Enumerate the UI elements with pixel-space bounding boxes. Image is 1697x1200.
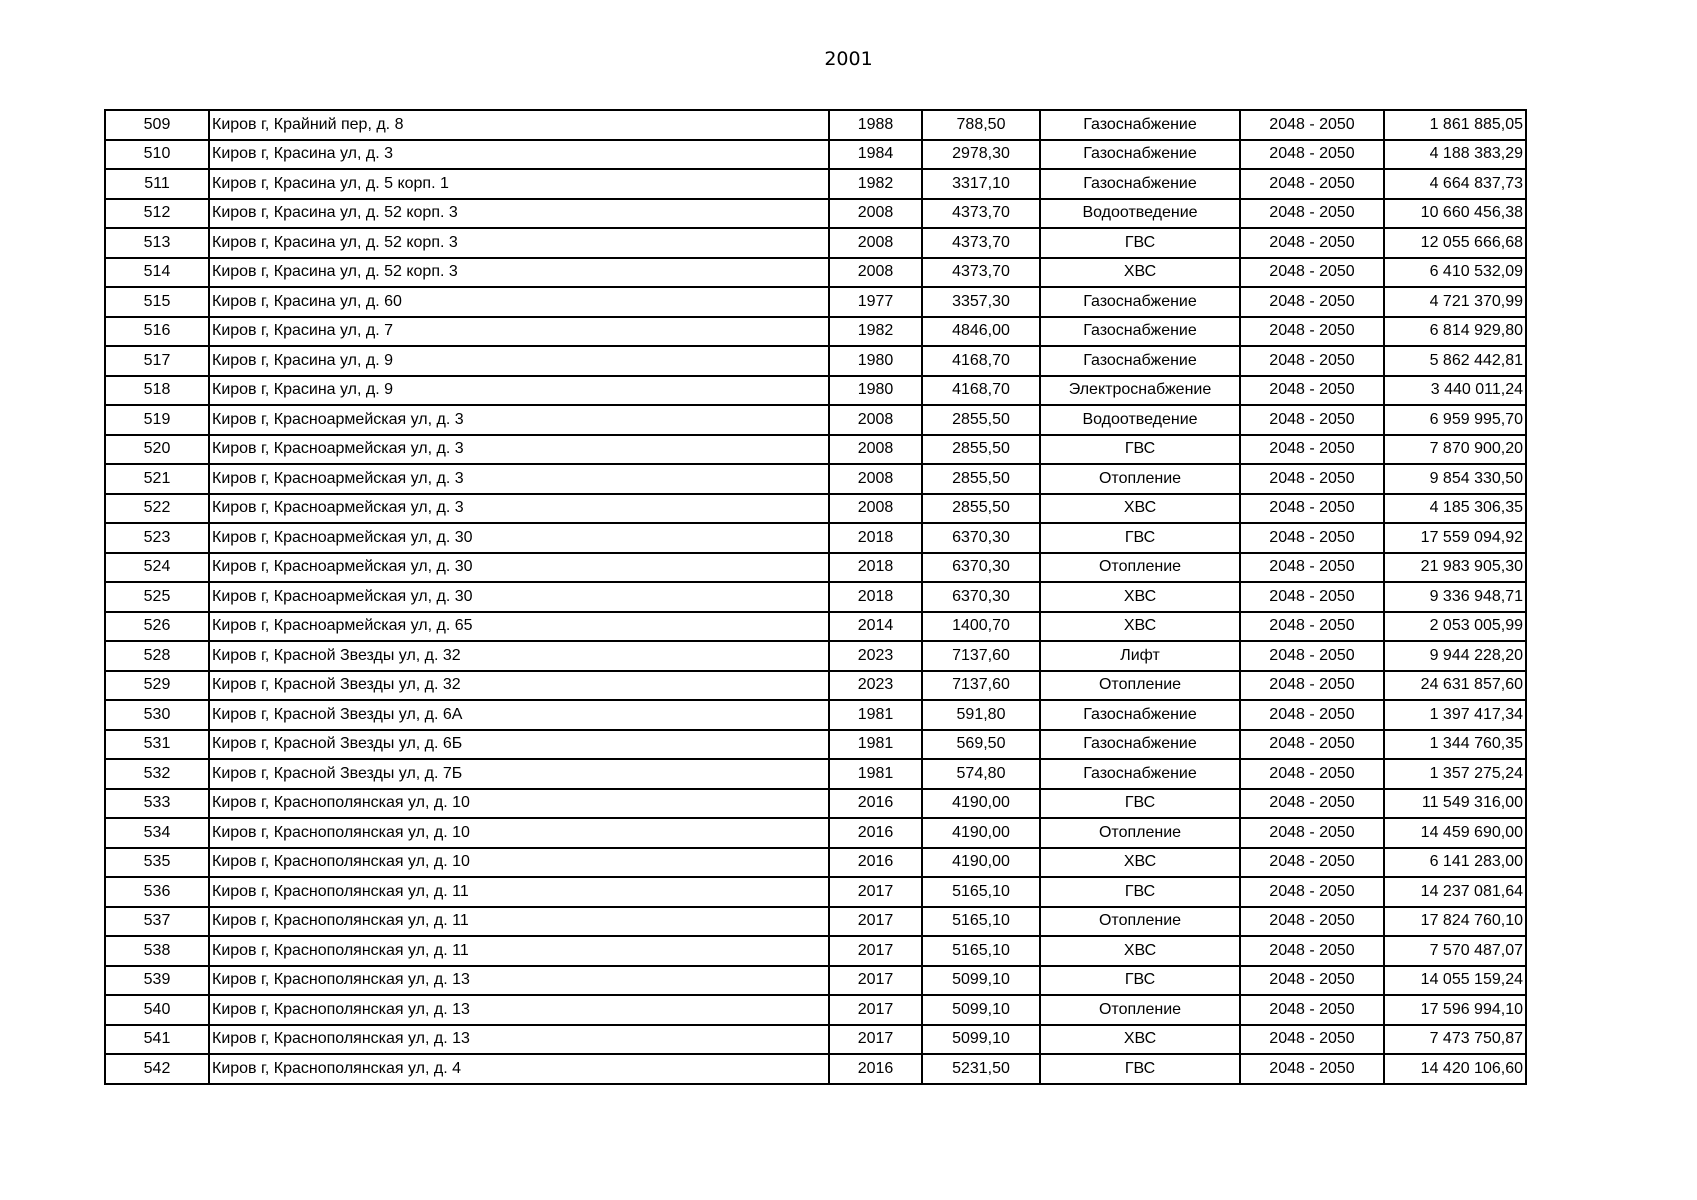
- area-cell: 4168,70: [922, 376, 1040, 406]
- row-number-cell: 512: [105, 199, 209, 229]
- area-cell: 569,50: [922, 730, 1040, 760]
- row-number-cell: 517: [105, 346, 209, 376]
- address-cell: Киров г, Красина ул, д. 7: [209, 317, 829, 347]
- table-row: [105, 287, 1526, 317]
- row-number-cell: 513: [105, 228, 209, 258]
- area-cell: 574,80: [922, 759, 1040, 789]
- address-cell: Киров г, Крайний пер, д. 8: [209, 110, 829, 140]
- area-cell: 4190,00: [922, 818, 1040, 848]
- row-number-cell: 537: [105, 907, 209, 937]
- area-cell: 2855,50: [922, 405, 1040, 435]
- area-cell: 4168,70: [922, 346, 1040, 376]
- period-cell: 2048 - 2050: [1240, 789, 1384, 819]
- table-row: [105, 523, 1526, 553]
- area-cell: 6370,30: [922, 523, 1040, 553]
- year-cell: 2008: [829, 435, 922, 465]
- year-cell: 2018: [829, 523, 922, 553]
- year-cell: 2008: [829, 405, 922, 435]
- area-cell: 4190,00: [922, 789, 1040, 819]
- system-cell: ХВС: [1040, 612, 1240, 642]
- cost-cell: 1 357 275,24: [1384, 759, 1526, 789]
- year-cell: 1980: [829, 376, 922, 406]
- row-number-cell: 516: [105, 317, 209, 347]
- period-cell: 2048 - 2050: [1240, 641, 1384, 671]
- period-cell: 2048 - 2050: [1240, 405, 1384, 435]
- year-cell: 1981: [829, 759, 922, 789]
- table-row: [105, 995, 1526, 1025]
- system-cell: Газоснабжение: [1040, 346, 1240, 376]
- row-number-cell: 526: [105, 612, 209, 642]
- address-cell: Киров г, Красной Звезды ул, д. 7Б: [209, 759, 829, 789]
- period-cell: 2048 - 2050: [1240, 936, 1384, 966]
- row-number-cell: 534: [105, 818, 209, 848]
- period-cell: 2048 - 2050: [1240, 995, 1384, 1025]
- year-cell: 1984: [829, 140, 922, 170]
- table-row: [105, 730, 1526, 760]
- system-cell: Газоснабжение: [1040, 759, 1240, 789]
- area-cell: 5231,50: [922, 1054, 1040, 1084]
- cost-cell: 6 814 929,80: [1384, 317, 1526, 347]
- area-cell: 6370,30: [922, 582, 1040, 612]
- period-cell: 2048 - 2050: [1240, 199, 1384, 229]
- table-row: [105, 582, 1526, 612]
- cost-cell: 1 344 760,35: [1384, 730, 1526, 760]
- row-number-cell: 523: [105, 523, 209, 553]
- row-number-cell: 533: [105, 789, 209, 819]
- row-number-cell: 524: [105, 553, 209, 583]
- address-cell: Киров г, Красина ул, д. 52 корп. 3: [209, 199, 829, 229]
- address-cell: Киров г, Красноармейская ул, д. 30: [209, 553, 829, 583]
- year-cell: 2017: [829, 995, 922, 1025]
- address-cell: Киров г, Красина ул, д. 3: [209, 140, 829, 170]
- table-body: [105, 110, 1526, 1084]
- address-cell: Киров г, Красина ул, д. 9: [209, 346, 829, 376]
- area-cell: 4373,70: [922, 258, 1040, 288]
- cost-cell: 14 420 106,60: [1384, 1054, 1526, 1084]
- cost-cell: 4 188 383,29: [1384, 140, 1526, 170]
- address-cell: Киров г, Краснополянская ул, д. 10: [209, 789, 829, 819]
- system-cell: ХВС: [1040, 494, 1240, 524]
- period-cell: 2048 - 2050: [1240, 907, 1384, 937]
- address-cell: Киров г, Красной Звезды ул, д. 32: [209, 641, 829, 671]
- row-number-cell: 535: [105, 848, 209, 878]
- period-cell: 2048 - 2050: [1240, 730, 1384, 760]
- cost-cell: 17 824 760,10: [1384, 907, 1526, 937]
- system-cell: ГВС: [1040, 966, 1240, 996]
- system-cell: Газоснабжение: [1040, 317, 1240, 347]
- area-cell: 7137,60: [922, 671, 1040, 701]
- period-cell: 2048 - 2050: [1240, 877, 1384, 907]
- area-cell: 2978,30: [922, 140, 1040, 170]
- table-row: [105, 199, 1526, 229]
- area-cell: 5165,10: [922, 936, 1040, 966]
- row-number-cell: 530: [105, 700, 209, 730]
- year-cell: 1977: [829, 287, 922, 317]
- area-cell: 5099,10: [922, 1025, 1040, 1055]
- period-cell: 2048 - 2050: [1240, 553, 1384, 583]
- address-cell: Киров г, Красина ул, д. 52 корп. 3: [209, 228, 829, 258]
- area-cell: 4846,00: [922, 317, 1040, 347]
- system-cell: ХВС: [1040, 936, 1240, 966]
- cost-cell: 21 983 905,30: [1384, 553, 1526, 583]
- period-cell: 2048 - 2050: [1240, 1054, 1384, 1084]
- address-cell: Киров г, Красной Звезды ул, д. 6А: [209, 700, 829, 730]
- system-cell: Газоснабжение: [1040, 287, 1240, 317]
- row-number-cell: 519: [105, 405, 209, 435]
- row-number-cell: 520: [105, 435, 209, 465]
- row-number-cell: 525: [105, 582, 209, 612]
- year-cell: 2017: [829, 907, 922, 937]
- period-cell: 2048 - 2050: [1240, 494, 1384, 524]
- area-cell: 4373,70: [922, 199, 1040, 229]
- system-cell: Газоснабжение: [1040, 110, 1240, 140]
- row-number-cell: 540: [105, 995, 209, 1025]
- cost-cell: 4 721 370,99: [1384, 287, 1526, 317]
- cost-cell: 14 459 690,00: [1384, 818, 1526, 848]
- year-cell: 1982: [829, 317, 922, 347]
- cost-cell: 1 861 885,05: [1384, 110, 1526, 140]
- year-cell: 2017: [829, 877, 922, 907]
- table-row: [105, 553, 1526, 583]
- year-cell: 2016: [829, 789, 922, 819]
- system-cell: ГВС: [1040, 877, 1240, 907]
- cost-cell: 14 237 081,64: [1384, 877, 1526, 907]
- table-row: [105, 1025, 1526, 1055]
- table-row: [105, 789, 1526, 819]
- year-cell: 2016: [829, 1054, 922, 1084]
- year-cell: 2023: [829, 641, 922, 671]
- address-cell: Киров г, Краснополянская ул, д. 13: [209, 1025, 829, 1055]
- cost-cell: 1 397 417,34: [1384, 700, 1526, 730]
- area-cell: 3317,10: [922, 169, 1040, 199]
- system-cell: Электроснабжение: [1040, 376, 1240, 406]
- address-cell: Киров г, Красноармейская ул, д. 3: [209, 494, 829, 524]
- cost-cell: 9 944 228,20: [1384, 641, 1526, 671]
- year-cell: 1980: [829, 346, 922, 376]
- period-cell: 2048 - 2050: [1240, 346, 1384, 376]
- area-cell: 2855,50: [922, 435, 1040, 465]
- year-cell: 1981: [829, 730, 922, 760]
- period-cell: 2048 - 2050: [1240, 612, 1384, 642]
- system-cell: Отопление: [1040, 464, 1240, 494]
- system-cell: ГВС: [1040, 228, 1240, 258]
- area-cell: 2855,50: [922, 464, 1040, 494]
- area-cell: 7137,60: [922, 641, 1040, 671]
- area-cell: 5099,10: [922, 995, 1040, 1025]
- year-cell: 1982: [829, 169, 922, 199]
- year-cell: 2016: [829, 848, 922, 878]
- address-cell: Киров г, Краснополянская ул, д. 11: [209, 936, 829, 966]
- system-cell: Газоснабжение: [1040, 730, 1240, 760]
- table-row: [105, 671, 1526, 701]
- system-cell: Отопление: [1040, 818, 1240, 848]
- row-number-cell: 522: [105, 494, 209, 524]
- period-cell: 2048 - 2050: [1240, 582, 1384, 612]
- period-cell: 2048 - 2050: [1240, 759, 1384, 789]
- cost-cell: 6 141 283,00: [1384, 848, 1526, 878]
- page-number: 2001: [824, 48, 873, 70]
- address-cell: Киров г, Красина ул, д. 9: [209, 376, 829, 406]
- area-cell: 3357,30: [922, 287, 1040, 317]
- area-cell: 6370,30: [922, 553, 1040, 583]
- period-cell: 2048 - 2050: [1240, 140, 1384, 170]
- cost-cell: 4 185 306,35: [1384, 494, 1526, 524]
- system-cell: ГВС: [1040, 435, 1240, 465]
- system-cell: Лифт: [1040, 641, 1240, 671]
- table-row: [105, 641, 1526, 671]
- cost-cell: 5 862 442,81: [1384, 346, 1526, 376]
- address-cell: Киров г, Краснополянская ул, д. 13: [209, 995, 829, 1025]
- system-cell: Водоотведение: [1040, 199, 1240, 229]
- period-cell: 2048 - 2050: [1240, 1025, 1384, 1055]
- table-row: [105, 877, 1526, 907]
- cost-cell: 4 664 837,73: [1384, 169, 1526, 199]
- row-number-cell: 532: [105, 759, 209, 789]
- area-cell: 1400,70: [922, 612, 1040, 642]
- period-cell: 2048 - 2050: [1240, 464, 1384, 494]
- row-number-cell: 531: [105, 730, 209, 760]
- period-cell: 2048 - 2050: [1240, 376, 1384, 406]
- system-cell: ХВС: [1040, 582, 1240, 612]
- year-cell: 2008: [829, 494, 922, 524]
- address-cell: Киров г, Красной Звезды ул, д. 32: [209, 671, 829, 701]
- cost-cell: 3 440 011,24: [1384, 376, 1526, 406]
- address-cell: Киров г, Краснополянская ул, д. 4: [209, 1054, 829, 1084]
- system-cell: Отопление: [1040, 907, 1240, 937]
- area-cell: 5099,10: [922, 966, 1040, 996]
- address-cell: Киров г, Красноармейская ул, д. 30: [209, 523, 829, 553]
- cost-cell: 17 559 094,92: [1384, 523, 1526, 553]
- system-cell: ГВС: [1040, 789, 1240, 819]
- table-row: [105, 376, 1526, 406]
- address-cell: Киров г, Красноармейская ул, д. 3: [209, 435, 829, 465]
- system-cell: Отопление: [1040, 553, 1240, 583]
- period-cell: 2048 - 2050: [1240, 671, 1384, 701]
- system-cell: Газоснабжение: [1040, 169, 1240, 199]
- year-cell: 2008: [829, 199, 922, 229]
- address-cell: Киров г, Красноармейская ул, д. 65: [209, 612, 829, 642]
- table-row: [105, 494, 1526, 524]
- table-row: [105, 169, 1526, 199]
- address-cell: Киров г, Красноармейская ул, д. 3: [209, 405, 829, 435]
- period-cell: 2048 - 2050: [1240, 258, 1384, 288]
- row-number-cell: 511: [105, 169, 209, 199]
- area-cell: 5165,10: [922, 877, 1040, 907]
- year-cell: 2023: [829, 671, 922, 701]
- period-cell: 2048 - 2050: [1240, 848, 1384, 878]
- address-cell: Киров г, Красноармейская ул, д. 3: [209, 464, 829, 494]
- cost-cell: 11 549 316,00: [1384, 789, 1526, 819]
- table-row: [105, 612, 1526, 642]
- period-cell: 2048 - 2050: [1240, 287, 1384, 317]
- cost-cell: 17 596 994,10: [1384, 995, 1526, 1025]
- row-number-cell: 509: [105, 110, 209, 140]
- row-number-cell: 538: [105, 936, 209, 966]
- cost-cell: 7 570 487,07: [1384, 936, 1526, 966]
- row-number-cell: 510: [105, 140, 209, 170]
- year-cell: 2017: [829, 1025, 922, 1055]
- cost-cell: 7 870 900,20: [1384, 435, 1526, 465]
- year-cell: 1981: [829, 700, 922, 730]
- system-cell: Газоснабжение: [1040, 140, 1240, 170]
- cost-cell: 9 336 948,71: [1384, 582, 1526, 612]
- table-row: [105, 907, 1526, 937]
- table-row: [105, 435, 1526, 465]
- row-number-cell: 518: [105, 376, 209, 406]
- system-cell: ХВС: [1040, 258, 1240, 288]
- row-number-cell: 536: [105, 877, 209, 907]
- cost-cell: 7 473 750,87: [1384, 1025, 1526, 1055]
- period-cell: 2048 - 2050: [1240, 228, 1384, 258]
- address-cell: Киров г, Красной Звезды ул, д. 6Б: [209, 730, 829, 760]
- year-cell: 2016: [829, 818, 922, 848]
- table-row: [105, 936, 1526, 966]
- system-cell: ХВС: [1040, 1025, 1240, 1055]
- period-cell: 2048 - 2050: [1240, 523, 1384, 553]
- address-cell: Киров г, Краснополянская ул, д. 10: [209, 818, 829, 848]
- period-cell: 2048 - 2050: [1240, 435, 1384, 465]
- cost-cell: 9 854 330,50: [1384, 464, 1526, 494]
- address-cell: Киров г, Краснополянская ул, д. 11: [209, 877, 829, 907]
- address-cell: Киров г, Красина ул, д. 52 корп. 3: [209, 258, 829, 288]
- table-row: [105, 1054, 1526, 1084]
- year-cell: 2018: [829, 553, 922, 583]
- address-cell: Киров г, Красина ул, д. 5 корп. 1: [209, 169, 829, 199]
- cost-cell: 24 631 857,60: [1384, 671, 1526, 701]
- cost-cell: 6 410 532,09: [1384, 258, 1526, 288]
- year-cell: 2008: [829, 228, 922, 258]
- table-row: [105, 818, 1526, 848]
- row-number-cell: 521: [105, 464, 209, 494]
- area-cell: 2855,50: [922, 494, 1040, 524]
- table-row: [105, 700, 1526, 730]
- row-number-cell: 515: [105, 287, 209, 317]
- cost-cell: 10 660 456,38: [1384, 199, 1526, 229]
- row-number-cell: 542: [105, 1054, 209, 1084]
- address-cell: Киров г, Красноармейская ул, д. 30: [209, 582, 829, 612]
- row-number-cell: 539: [105, 966, 209, 996]
- period-cell: 2048 - 2050: [1240, 966, 1384, 996]
- table-row: [105, 966, 1526, 996]
- row-number-cell: 529: [105, 671, 209, 701]
- system-cell: Отопление: [1040, 671, 1240, 701]
- year-cell: 1988: [829, 110, 922, 140]
- period-cell: 2048 - 2050: [1240, 700, 1384, 730]
- system-cell: ХВС: [1040, 848, 1240, 878]
- table-row: [105, 346, 1526, 376]
- cost-cell: 2 053 005,99: [1384, 612, 1526, 642]
- table-row: [105, 848, 1526, 878]
- year-cell: 2018: [829, 582, 922, 612]
- table-row: [105, 140, 1526, 170]
- cost-cell: 12 055 666,68: [1384, 228, 1526, 258]
- row-number-cell: 528: [105, 641, 209, 671]
- table-row: [105, 258, 1526, 288]
- year-cell: 2017: [829, 966, 922, 996]
- period-cell: 2048 - 2050: [1240, 110, 1384, 140]
- table-row: [105, 464, 1526, 494]
- system-cell: Газоснабжение: [1040, 700, 1240, 730]
- year-cell: 2014: [829, 612, 922, 642]
- area-cell: 4190,00: [922, 848, 1040, 878]
- registry-table: [104, 109, 1527, 1085]
- row-number-cell: 541: [105, 1025, 209, 1055]
- system-cell: ГВС: [1040, 1054, 1240, 1084]
- area-cell: 591,80: [922, 700, 1040, 730]
- year-cell: 2017: [829, 936, 922, 966]
- address-cell: Киров г, Красина ул, д. 60: [209, 287, 829, 317]
- table-row: [105, 317, 1526, 347]
- row-number-cell: 514: [105, 258, 209, 288]
- year-cell: 2008: [829, 258, 922, 288]
- area-cell: 5165,10: [922, 907, 1040, 937]
- cost-cell: 6 959 995,70: [1384, 405, 1526, 435]
- table-row: [105, 759, 1526, 789]
- area-cell: 4373,70: [922, 228, 1040, 258]
- table-row: [105, 228, 1526, 258]
- table-row: [105, 405, 1526, 435]
- table-row: [105, 110, 1526, 140]
- year-cell: 2008: [829, 464, 922, 494]
- cost-cell: 14 055 159,24: [1384, 966, 1526, 996]
- system-cell: Водоотведение: [1040, 405, 1240, 435]
- area-cell: 788,50: [922, 110, 1040, 140]
- address-cell: Киров г, Краснополянская ул, д. 11: [209, 907, 829, 937]
- system-cell: Отопление: [1040, 995, 1240, 1025]
- address-cell: Киров г, Краснополянская ул, д. 13: [209, 966, 829, 996]
- address-cell: Киров г, Краснополянская ул, д. 10: [209, 848, 829, 878]
- period-cell: 2048 - 2050: [1240, 317, 1384, 347]
- period-cell: 2048 - 2050: [1240, 169, 1384, 199]
- period-cell: 2048 - 2050: [1240, 818, 1384, 848]
- system-cell: ГВС: [1040, 523, 1240, 553]
